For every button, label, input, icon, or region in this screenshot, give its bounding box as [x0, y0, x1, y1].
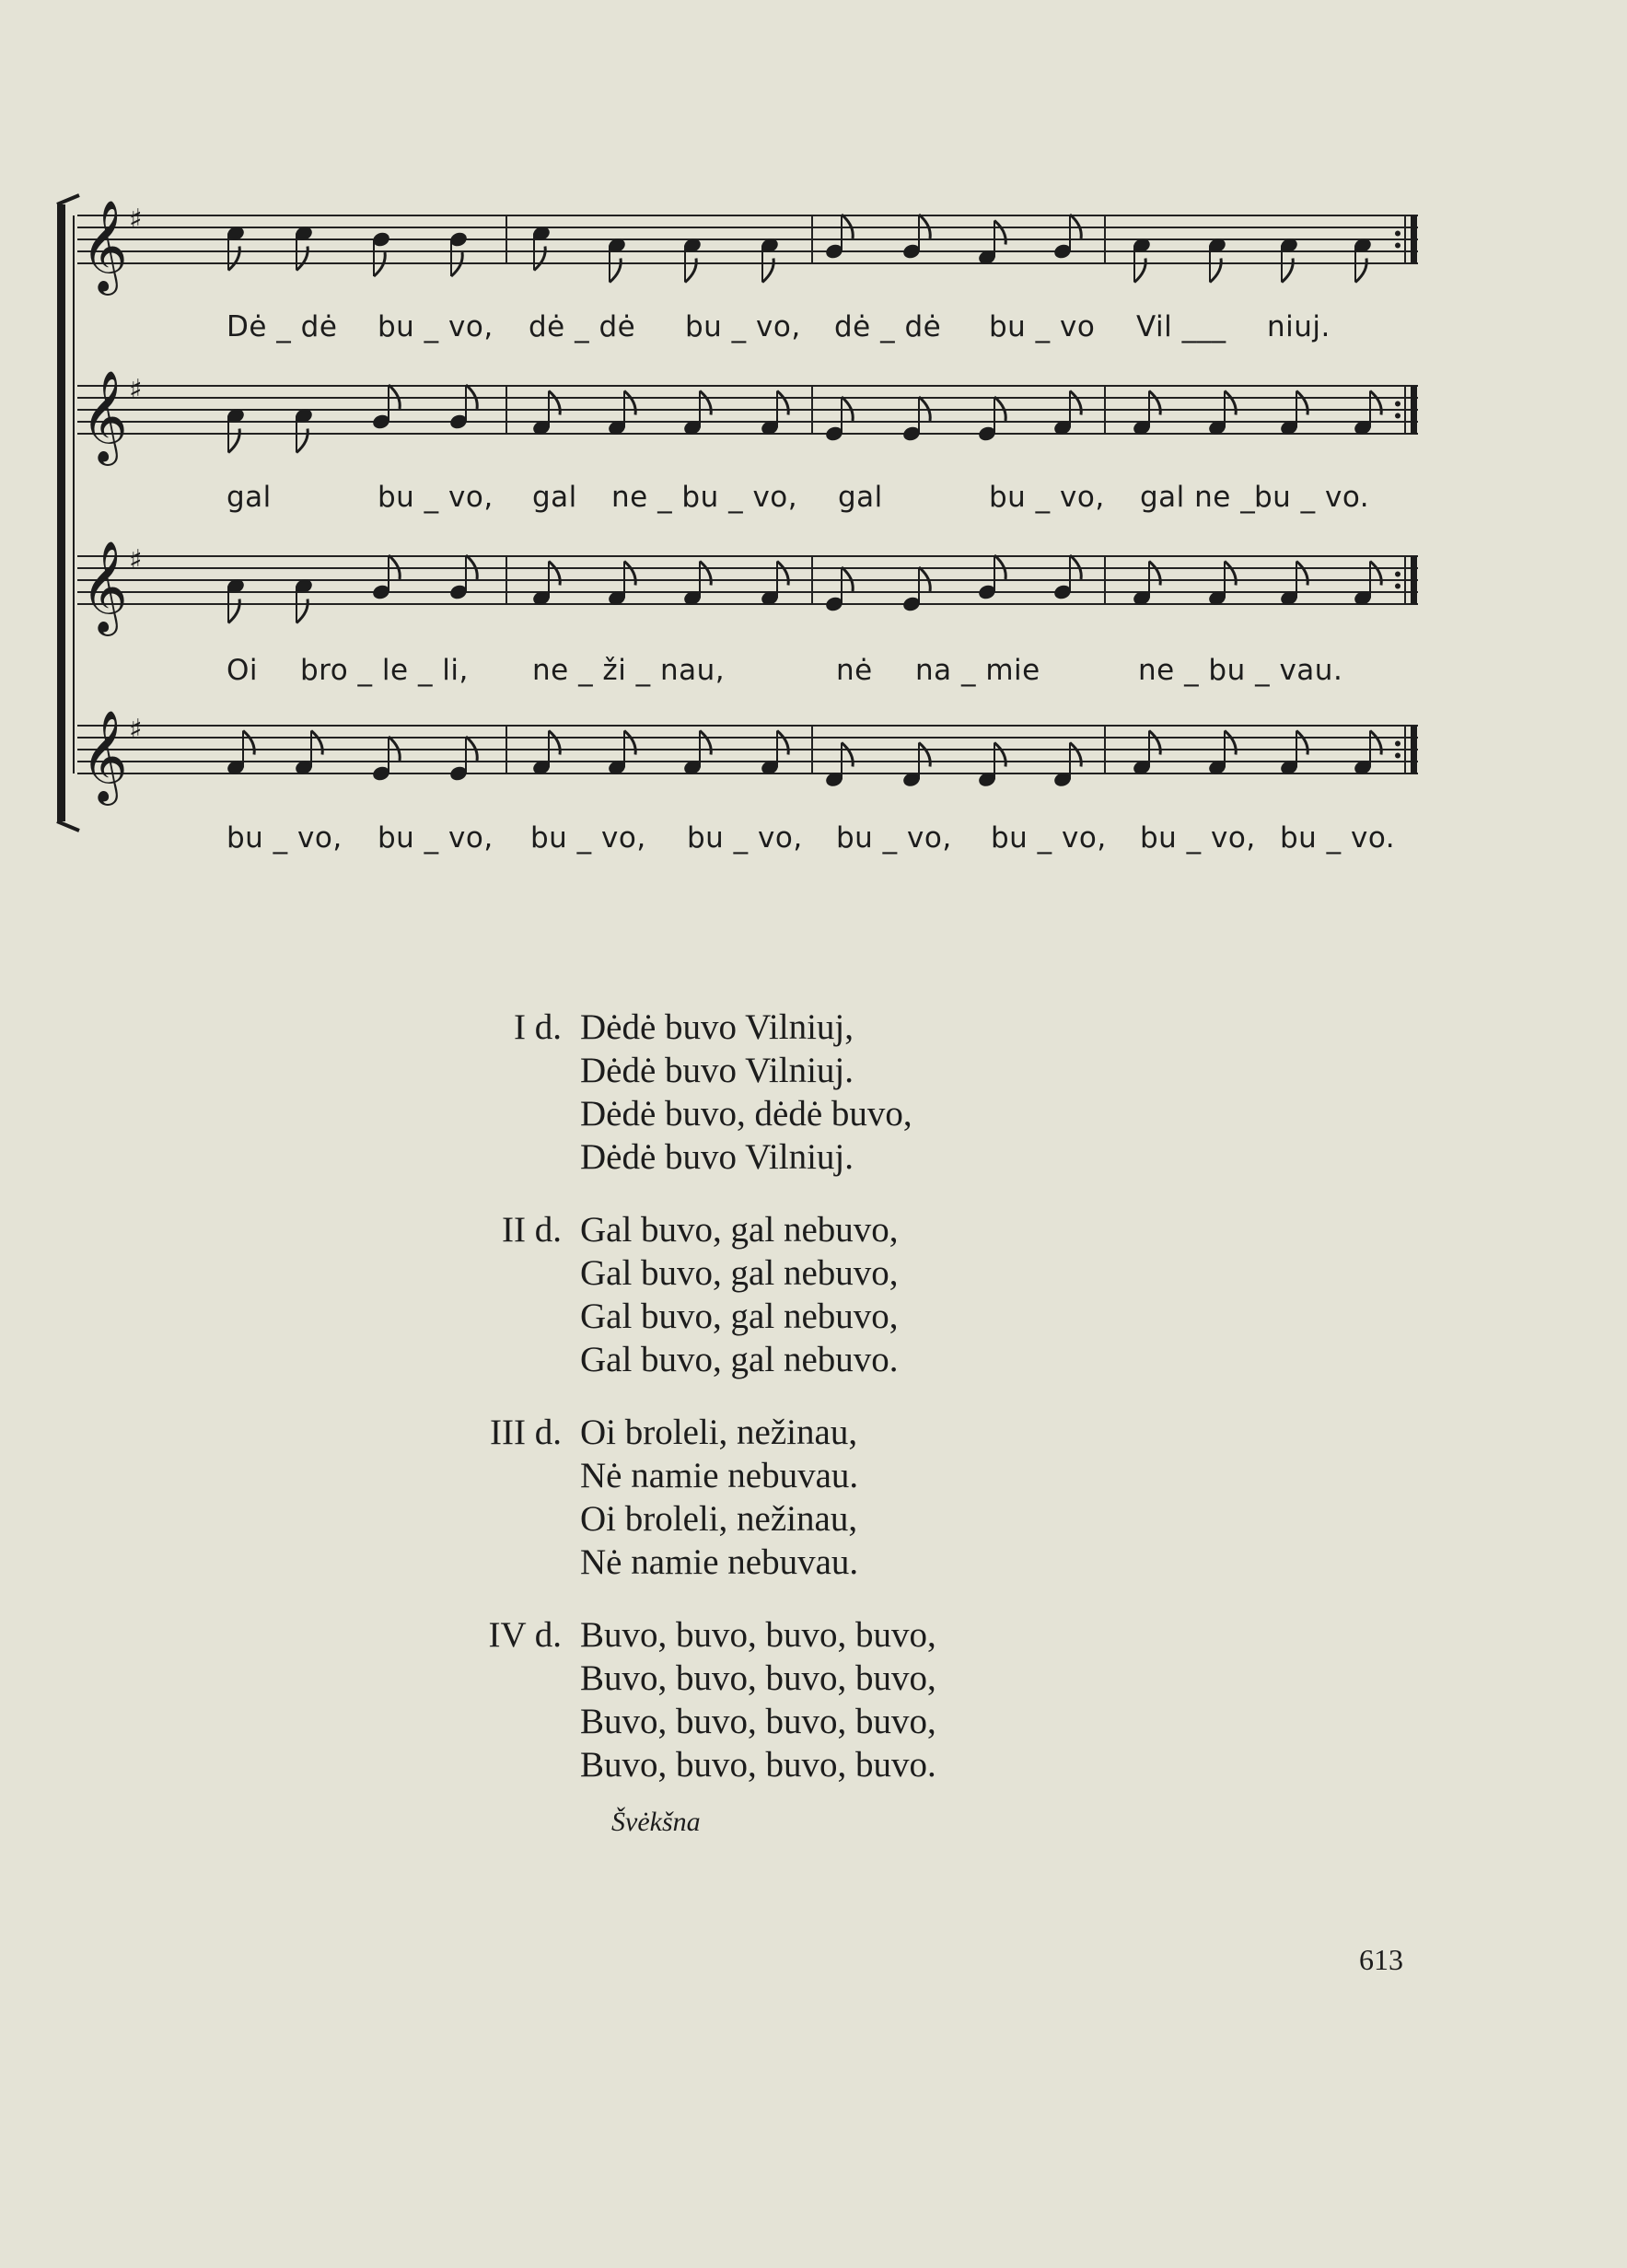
note-flag: [1225, 391, 1236, 415]
lyric-syllable: niuj.: [1267, 310, 1331, 343]
note-flag: [311, 731, 322, 755]
stanza-line: Dėdė buvo, dėdė buvo,: [580, 1094, 912, 1134]
stanza-line: Buvo, buvo, buvo, buvo.: [580, 1745, 936, 1785]
stanza-line: Buvo, buvo, buvo, buvo,: [580, 1702, 936, 1741]
treble-clef-icon: 𝄞: [81, 710, 128, 802]
note-flag: [919, 743, 930, 767]
system-bracket: [57, 195, 79, 831]
lyric-syllable: gal ne _: [1140, 481, 1256, 514]
note-flag: [762, 259, 773, 283]
bracket-hook: [57, 195, 79, 204]
note-flag: [994, 221, 1005, 245]
note-flag: [296, 599, 308, 623]
note-flag: [549, 391, 560, 415]
repeat-dot: [1395, 584, 1400, 589]
note-flag: [243, 731, 254, 755]
note-flag: [994, 743, 1005, 767]
note-flag: [534, 247, 545, 271]
lyric-syllable: bu _ vo,: [687, 821, 803, 855]
lyric-syllable: gal: [838, 481, 883, 514]
note-flag: [624, 562, 635, 586]
lyric-syllable: bro _ le _ li,: [300, 654, 469, 687]
note-flag: [1134, 259, 1145, 283]
stanza-4: [442, 1613, 936, 1786]
lyric-syllable: bu _ vo,: [836, 821, 952, 855]
stanza-line: Oi broleli, nežinau,: [580, 1499, 858, 1539]
lyric-syllable: bu _ vo,: [989, 481, 1105, 514]
repeat-dot: [1395, 401, 1400, 407]
note-flag: [1370, 731, 1381, 755]
note-flag: [1296, 562, 1307, 586]
note-flag: [296, 247, 308, 271]
stanza-line: Gal buvo, gal nebuvo,: [580, 1297, 899, 1336]
note-flag: [549, 731, 560, 755]
repeat-dot: [1395, 572, 1400, 577]
treble-clef-icon: 𝄞: [81, 541, 128, 633]
stanza-2: [442, 1208, 899, 1381]
note-flag: [777, 391, 788, 415]
bracket-bar: [57, 204, 65, 821]
note-flag: [1149, 731, 1160, 755]
note-flag: [1225, 731, 1236, 755]
lyric-syllable: na _ mie: [915, 654, 1040, 687]
stanza-line: Gal buvo, gal nebuvo.: [580, 1340, 899, 1379]
lyric-syllable: bu _ vo.: [1254, 481, 1370, 514]
lyric-syllable: ne _ bu _ vo,: [611, 481, 798, 514]
lyric-syllable: bu _ vo.: [1280, 821, 1396, 855]
stanza-line: Dėdė buvo Vilniuj,: [580, 1007, 854, 1047]
note-flag: [549, 562, 560, 586]
note-flag: [777, 562, 788, 586]
stanza-label: I d.: [514, 1007, 562, 1047]
lyric-syllable: ne _ ži _ nau,: [532, 654, 726, 687]
stanza-line: Buvo, buvo, buvo, buvo,: [580, 1658, 936, 1698]
stanza-line: Nė namie nebuvau.: [580, 1542, 859, 1582]
final-barline-thick: [1411, 215, 1417, 263]
stanza-line: Nė namie nebuvau.: [580, 1456, 859, 1495]
lyric-syllable: dė _ dė: [834, 310, 942, 343]
stanza-3: [442, 1411, 858, 1584]
note-flag: [1370, 562, 1381, 586]
stanza-1: [442, 1006, 912, 1179]
lyric-syllable: gal: [227, 481, 272, 514]
note-flag: [1070, 391, 1081, 415]
lyric-syllable: bu _ vo,: [227, 821, 343, 855]
note-flag: [1282, 259, 1293, 283]
stanza-line: Oi broleli, nežinau,: [580, 1413, 858, 1452]
stanza-line: Gal buvo, gal nebuvo,: [580, 1210, 899, 1250]
treble-clef-icon: 𝄞: [81, 370, 128, 462]
repeat-dot: [1395, 741, 1400, 747]
note-flag: [842, 743, 853, 767]
lyric-syllable: nė: [836, 654, 873, 687]
lyric-syllable: bu _ vo,: [991, 821, 1107, 855]
key-sharp-icon: ♯: [129, 544, 143, 576]
stanza-line: Dėdė buvo Vilniuj.: [580, 1051, 854, 1090]
music-score: [0, 0, 1627, 884]
note-flag: [1370, 391, 1381, 415]
note-flag: [228, 247, 239, 271]
note-flag: [624, 391, 635, 415]
lyric-syllable: Vil ___: [1136, 310, 1226, 343]
note-flag: [296, 429, 308, 453]
lyric-syllable: ne _ bu _ vau.: [1138, 654, 1343, 687]
note-flag: [1296, 731, 1307, 755]
lyric-syllable: bu _ vo,: [685, 310, 801, 343]
note-flag: [777, 731, 788, 755]
lyric-syllable: bu _ vo,: [378, 310, 494, 343]
final-barline-thick: [1411, 556, 1417, 604]
final-barline-thick: [1411, 726, 1417, 773]
stanza-label: IV d.: [488, 1615, 562, 1655]
stanza-label: II d.: [502, 1210, 562, 1250]
repeat-dot: [1395, 753, 1400, 759]
lyric-syllable: bu _ vo,: [1140, 821, 1256, 855]
note-flag: [624, 731, 635, 755]
bracket-hook: [57, 821, 79, 831]
key-sharp-icon: ♯: [129, 374, 143, 406]
note-flag: [685, 259, 696, 283]
song-source-place: Švėkšna: [611, 1807, 701, 1837]
key-sharp-icon: ♯: [129, 204, 143, 236]
stanza-line: Buvo, buvo, buvo, buvo,: [580, 1615, 936, 1655]
repeat-dot: [1395, 243, 1400, 249]
note-flag: [700, 391, 711, 415]
lyric-syllable: Oi: [227, 654, 259, 687]
lyric-syllable: bu _ vo: [989, 310, 1096, 343]
key-sharp-icon: ♯: [129, 714, 143, 746]
page-number: 613: [1359, 1943, 1403, 1976]
repeat-dot: [1395, 231, 1400, 237]
note-flag: [700, 562, 711, 586]
note-flag: [1296, 391, 1307, 415]
lyric-syllable: gal: [532, 481, 577, 514]
lyric-syllable: Dė _ dė: [227, 310, 338, 343]
final-barline-thick: [1411, 386, 1417, 434]
note-flag: [610, 259, 621, 283]
note-flag: [1210, 259, 1221, 283]
lyric-syllable: bu _ vo,: [378, 481, 494, 514]
stanza-label: III d.: [490, 1413, 562, 1452]
note-flag: [1355, 259, 1366, 283]
treble-clef-icon: 𝄞: [81, 200, 128, 292]
note-flag: [700, 731, 711, 755]
stanza-line: Gal buvo, gal nebuvo,: [580, 1253, 899, 1293]
repeat-dot: [1395, 413, 1400, 419]
stanza-line: Dėdė buvo Vilniuj.: [580, 1137, 854, 1177]
note-flag: [228, 599, 239, 623]
note-flag: [1070, 743, 1081, 767]
lyric-syllable: dė _ dė: [529, 310, 636, 343]
note-flag: [1149, 391, 1160, 415]
note-flag: [228, 429, 239, 453]
note-flag: [1225, 562, 1236, 586]
note-flag: [1149, 562, 1160, 586]
lyric-syllable: bu _ vo,: [378, 821, 494, 855]
lyric-syllable: bu _ vo,: [530, 821, 646, 855]
